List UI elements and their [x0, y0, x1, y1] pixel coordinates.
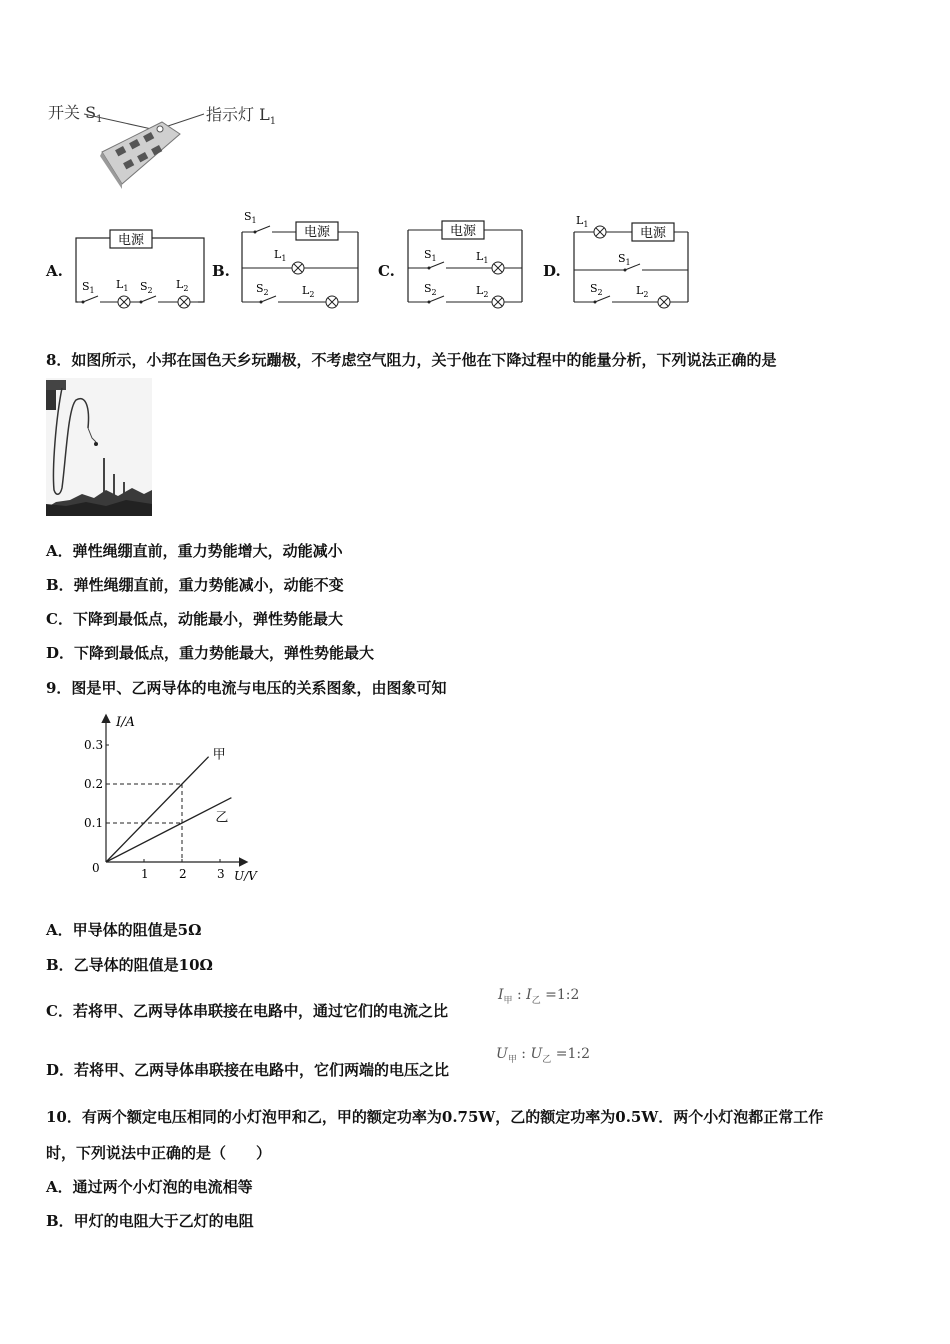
svg-text:S1: $S_1$ — [618, 252, 631, 267]
series-label: 乙 — [215, 810, 229, 826]
iv-chart-svg — [70, 710, 270, 885]
x-axis-label: U/V — [234, 869, 257, 883]
option-b-label: B. — [212, 262, 230, 280]
x-tick-label: 2 — [179, 867, 187, 881]
q9-option-d: D．若将甲、乙两导体串联接在电路中，它们两端的电压之比 — [46, 1061, 450, 1079]
svg-text:S2: $S_2$ — [140, 280, 153, 295]
svg-text:S2: $S_2$ — [590, 282, 603, 297]
q9-option-b: B．乙导体的阻值是10Ω — [46, 956, 213, 974]
q9-option-a: A．甲导体的阻值是5Ω — [46, 921, 202, 939]
svg-text:电源: 电源 — [117, 233, 145, 248]
svg-text:电源: 电源 — [449, 224, 477, 239]
svg-text:L1: $L_1$ — [576, 214, 589, 229]
circuit-d-diagram — [568, 210, 698, 310]
option-c-label: C. — [378, 262, 395, 280]
svg-text:电源: 电源 — [639, 226, 667, 241]
svg-text:S2: $S_2$ — [256, 282, 269, 297]
iv-chart — [70, 710, 270, 885]
x-tick-label: 1 — [141, 867, 149, 881]
power-strip-image — [100, 122, 180, 189]
circuit-b — [236, 206, 366, 310]
series-line-jia — [106, 757, 209, 862]
circuit-a — [70, 220, 210, 310]
q10-question-line2: 时，下列说法中正确的是（ ） — [46, 1144, 272, 1162]
svg-text:L2: $L_2$ — [176, 278, 189, 293]
series-label: 甲 — [212, 747, 226, 763]
svg-text:S1: $S_1$ — [244, 210, 257, 225]
q8-option-d: D．下降到最低点，重力势能最大，弹性势能最大 — [46, 644, 375, 662]
q8-question: 8．如图所示，小邦在国色天乡玩蹦极，不考虑空气阻力，关于他在下降过程中的能量分析，下列说法正确的是 — [46, 351, 777, 369]
svg-text:电源: 电源 — [303, 225, 331, 240]
svg-text:S2: $S_2$ — [424, 282, 437, 297]
circuit-b-diagram — [236, 206, 366, 310]
bungee-image — [46, 378, 152, 516]
svg-text:S1: $S_1$ — [424, 248, 437, 263]
y-tick-label: 0.1 — [84, 816, 104, 830]
y-axis-label: I/A — [116, 715, 135, 730]
q10-option-a: A．通过两个小灯泡的电流相等 — [46, 1178, 253, 1196]
q8-option-b: B．弹性绳绷直前，重力势能减小，动能不变 — [46, 576, 344, 594]
q8-option-a: A．弹性绳绷直前，重力势能增大，动能减小 — [46, 542, 343, 560]
svg-text:L1: $L_1$ — [274, 248, 287, 263]
q9-formula-c: $I_甲$ : $I_乙$ =1:2 — [498, 987, 580, 1006]
bungee-photo — [46, 378, 152, 516]
power-strip-figure — [44, 92, 294, 192]
x-tick-label: 3 — [217, 867, 225, 881]
circuit-d — [568, 210, 698, 310]
option-a-label: A. — [46, 262, 63, 280]
switch-label: 开关 $S_1$ — [48, 103, 103, 125]
svg-text:L2: $L_2$ — [302, 284, 315, 299]
q10-option-b: B．甲灯的电阻大于乙灯的电阻 — [46, 1212, 254, 1230]
q9-formula-d: $U_甲$ : $U_乙$ =1:2 — [496, 1046, 590, 1065]
svg-text:L2: $L_2$ — [636, 284, 649, 299]
y-tick-label: 0.2 — [84, 777, 104, 791]
q9-option-c: C．若将甲、乙两导体串联接在电路中，通过它们的电流之比 — [46, 1002, 448, 1020]
q9-question: 9．图是甲、乙两导体的电流与电压的关系图象，由图象可知 — [46, 679, 447, 697]
origin-label: 0 — [92, 861, 100, 875]
circuit-c — [402, 216, 532, 310]
q10-question-line1: 10．有两个额定电压相同的小灯泡甲和乙，甲的额定功率为0.75W，乙的额定功率为0.5W．两个小灯泡都正常工作 — [46, 1108, 824, 1126]
svg-text:L2: $L_2$ — [476, 284, 489, 299]
q8-option-c: C．下降到最低点，动能最小，弹性势能最大 — [46, 610, 343, 628]
y-tick-label: 0.3 — [84, 738, 104, 752]
svg-text:L1: $L_1$ — [116, 278, 129, 293]
series-line-yi — [106, 798, 231, 862]
svg-text:L1: $L_1$ — [476, 250, 489, 265]
circuit-a-diagram — [70, 220, 210, 310]
circuit-c-diagram — [402, 216, 532, 310]
option-d-label: D. — [543, 262, 561, 280]
lamp-label: 指示灯 $L_1$ — [206, 105, 277, 127]
svg-text:S1: $S_1$ — [82, 280, 95, 295]
